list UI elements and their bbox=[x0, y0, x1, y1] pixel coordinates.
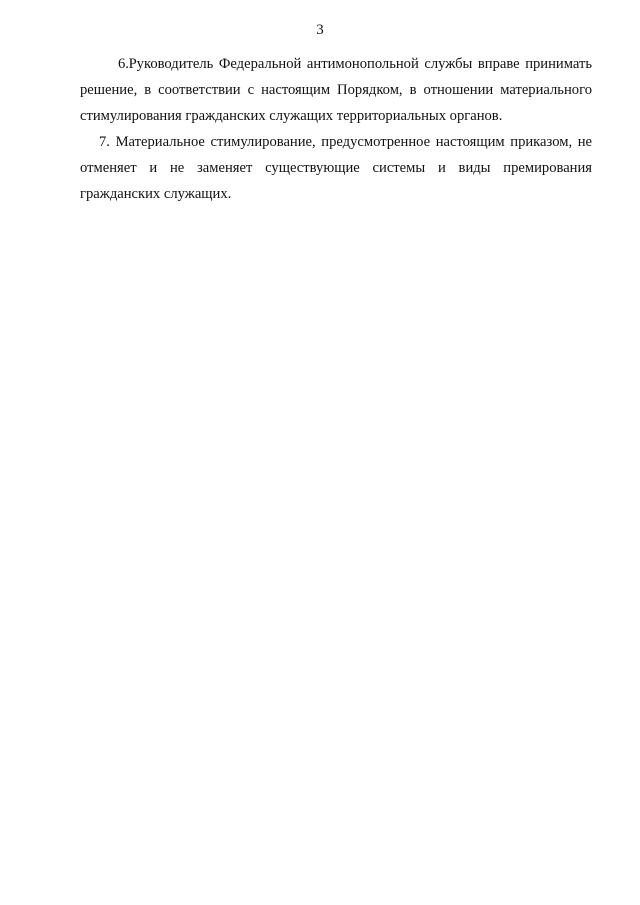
paragraph-text: Материальное стимулирование, предусмотренное настоящим приказом, не отменяет и не заменяет существующие системы и виды премирования гражданских служащих. bbox=[80, 134, 592, 202]
paragraph-number: 6. bbox=[118, 56, 129, 72]
paragraph-number: 7. bbox=[99, 134, 110, 150]
paragraph-7 bbox=[80, 129, 592, 207]
paragraph-6 bbox=[80, 51, 592, 129]
paragraph-text: Руководитель Федеральной антимонопольной службы вправе принимать решение, в соответствии с настоящим Порядком, в отношении материального стимулирования гражданских служащих территориальных органов. bbox=[80, 56, 592, 124]
page-number: 3 bbox=[316, 22, 324, 38]
document-body bbox=[80, 51, 592, 207]
